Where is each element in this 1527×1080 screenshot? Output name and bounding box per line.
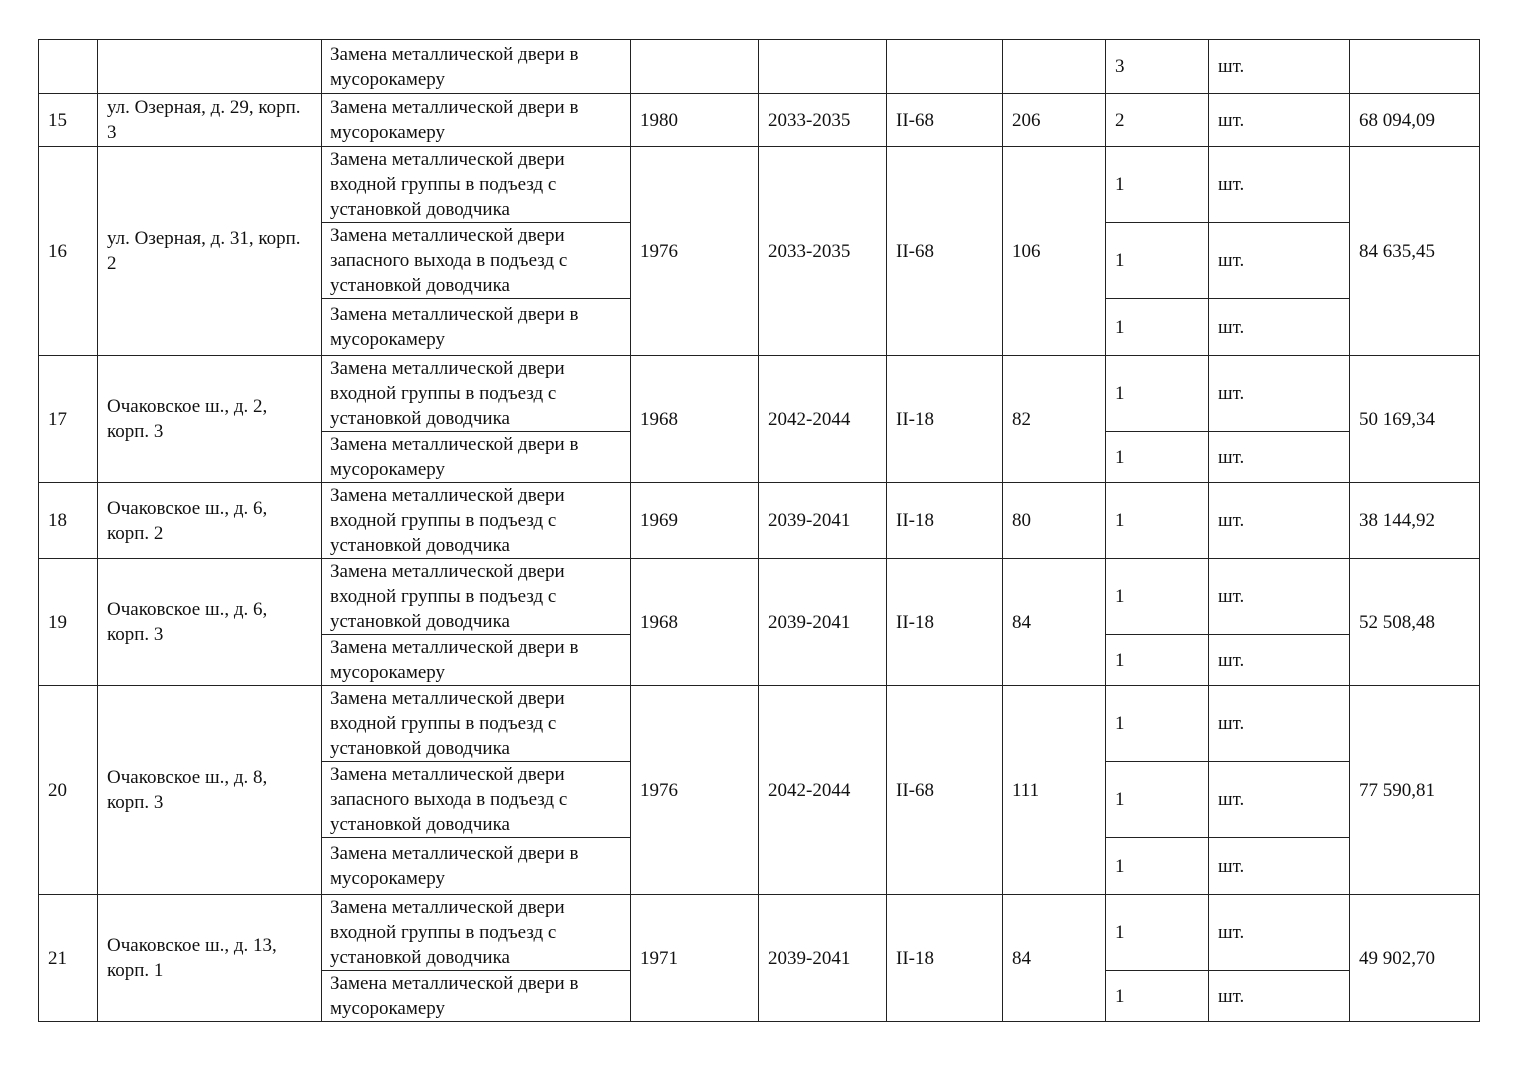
- address-cell: ул. Озерная, д. 29, корп. 3: [98, 94, 322, 147]
- work-quantity: 1: [1106, 971, 1209, 1022]
- work-unit: шт.: [1209, 635, 1350, 686]
- repair-period: 2042-2044: [759, 686, 887, 895]
- cost-cell: 84 635,45: [1350, 147, 1480, 356]
- row-number: 16: [39, 147, 98, 356]
- work-quantity: 1: [1106, 299, 1209, 356]
- repair-period: 2042-2044: [759, 356, 887, 483]
- address-cell: [98, 40, 322, 94]
- cost-cell: 50 169,34: [1350, 356, 1480, 483]
- work-quantity: 1: [1106, 559, 1209, 635]
- building-series: II-18: [887, 356, 1003, 483]
- building-series: II-68: [887, 147, 1003, 356]
- apartments-count: [1003, 40, 1106, 94]
- table-row: [39, 147, 1480, 223]
- work-quantity: 1: [1106, 895, 1209, 971]
- work-unit: шт.: [1209, 356, 1350, 432]
- build-year: 1976: [631, 686, 759, 895]
- work-unit: шт.: [1209, 971, 1350, 1022]
- repair-period: 2039-2041: [759, 483, 887, 559]
- work-quantity: 1: [1106, 223, 1209, 299]
- repair-period: 2033-2035: [759, 147, 887, 356]
- address-cell: Очаковское ш., д. 6, корп. 2: [98, 483, 322, 559]
- cost-cell: 68 094,09: [1350, 94, 1480, 147]
- work-unit: шт.: [1209, 40, 1350, 94]
- build-year: 1968: [631, 559, 759, 686]
- address-cell: Очаковское ш., д. 6, корп. 3: [98, 559, 322, 686]
- building-series: II-18: [887, 895, 1003, 1022]
- work-description: Замена металлической двери входной группы в подъезд с установкой доводчика: [322, 356, 631, 432]
- work-unit: шт.: [1209, 94, 1350, 147]
- work-description: Замена металлической двери в мусорокамеру: [322, 299, 631, 356]
- table-body: [39, 40, 1480, 1022]
- table-row: [39, 94, 1480, 147]
- work-unit: шт.: [1209, 483, 1350, 559]
- work-description: Замена металлической двери в мусорокамеру: [322, 838, 631, 895]
- work-unit: шт.: [1209, 838, 1350, 895]
- work-quantity: 1: [1106, 762, 1209, 838]
- table-row: [39, 559, 1480, 635]
- work-unit: шт.: [1209, 895, 1350, 971]
- work-description: Замена металлической двери запасного выхода в подъезд с установкой доводчика: [322, 762, 631, 838]
- apartments-count: 82: [1003, 356, 1106, 483]
- build-year: 1976: [631, 147, 759, 356]
- row-number: 15: [39, 94, 98, 147]
- apartments-count: 84: [1003, 559, 1106, 686]
- work-description: Замена металлической двери в мусорокамеру: [322, 94, 631, 147]
- table-row: [39, 895, 1480, 971]
- building-series: II-18: [887, 559, 1003, 686]
- cost-cell: 52 508,48: [1350, 559, 1480, 686]
- work-quantity: 1: [1106, 432, 1209, 483]
- table-row: [39, 483, 1480, 559]
- apartments-count: 111: [1003, 686, 1106, 895]
- address-cell: Очаковское ш., д. 2, корп. 3: [98, 356, 322, 483]
- row-number: 17: [39, 356, 98, 483]
- row-number: 18: [39, 483, 98, 559]
- work-unit: шт.: [1209, 762, 1350, 838]
- work-description: Замена металлической двери запасного выхода в подъезд с установкой доводчика: [322, 223, 631, 299]
- repair-period: [759, 40, 887, 94]
- build-year: 1968: [631, 356, 759, 483]
- row-number: 21: [39, 895, 98, 1022]
- work-description: Замена металлической двери входной группы в подъезд с установкой доводчика: [322, 686, 631, 762]
- work-description: Замена металлической двери в мусорокамеру: [322, 40, 631, 94]
- repair-period: 2039-2041: [759, 559, 887, 686]
- building-series: II-68: [887, 686, 1003, 895]
- building-series: II-68: [887, 94, 1003, 147]
- table-row: [39, 356, 1480, 432]
- work-unit: шт.: [1209, 299, 1350, 356]
- repair-period: 2039-2041: [759, 895, 887, 1022]
- work-quantity: 1: [1106, 838, 1209, 895]
- work-description: Замена металлической двери входной группы в подъезд с установкой доводчика: [322, 147, 631, 223]
- repair-period: 2033-2035: [759, 94, 887, 147]
- apartments-count: 84: [1003, 895, 1106, 1022]
- cost-cell: 77 590,81: [1350, 686, 1480, 895]
- build-year: 1971: [631, 895, 759, 1022]
- apartments-count: 106: [1003, 147, 1106, 356]
- build-year: 1980: [631, 94, 759, 147]
- work-unit: шт.: [1209, 223, 1350, 299]
- row-number: [39, 40, 98, 94]
- work-description: Замена металлической двери входной группы в подъезд с установкой доводчика: [322, 895, 631, 971]
- address-cell: Очаковское ш., д. 8, корп. 3: [98, 686, 322, 895]
- cost-cell: [1350, 40, 1480, 94]
- work-quantity: 1: [1106, 483, 1209, 559]
- work-description: Замена металлической двери в мусорокамеру: [322, 635, 631, 686]
- work-description: Замена металлической двери входной группы в подъезд с установкой доводчика: [322, 559, 631, 635]
- build-year: 1969: [631, 483, 759, 559]
- table-row: [39, 686, 1480, 762]
- work-description: Замена металлической двери входной группы в подъезд с установкой доводчика: [322, 483, 631, 559]
- apartments-count: 80: [1003, 483, 1106, 559]
- row-number: 20: [39, 686, 98, 895]
- work-quantity: 1: [1106, 147, 1209, 223]
- cost-cell: 49 902,70: [1350, 895, 1480, 1022]
- work-quantity: 1: [1106, 356, 1209, 432]
- work-quantity: 1: [1106, 635, 1209, 686]
- work-unit: шт.: [1209, 686, 1350, 762]
- apartments-count: 206: [1003, 94, 1106, 147]
- work-unit: шт.: [1209, 147, 1350, 223]
- build-year: [631, 40, 759, 94]
- cost-cell: 38 144,92: [1350, 483, 1480, 559]
- address-cell: ул. Озерная, д. 31, корп. 2: [98, 147, 322, 356]
- work-unit: шт.: [1209, 559, 1350, 635]
- work-quantity: 1: [1106, 686, 1209, 762]
- work-quantity: 3: [1106, 40, 1209, 94]
- repair-schedule-table: [38, 39, 1480, 1022]
- table-row: [39, 40, 1480, 94]
- building-series: II-18: [887, 483, 1003, 559]
- row-number: 19: [39, 559, 98, 686]
- address-cell: Очаковское ш., д. 13, корп. 1: [98, 895, 322, 1022]
- building-series: [887, 40, 1003, 94]
- work-description: Замена металлической двери в мусорокамеру: [322, 971, 631, 1022]
- work-unit: шт.: [1209, 432, 1350, 483]
- work-description: Замена металлической двери в мусорокамеру: [322, 432, 631, 483]
- work-quantity: 2: [1106, 94, 1209, 147]
